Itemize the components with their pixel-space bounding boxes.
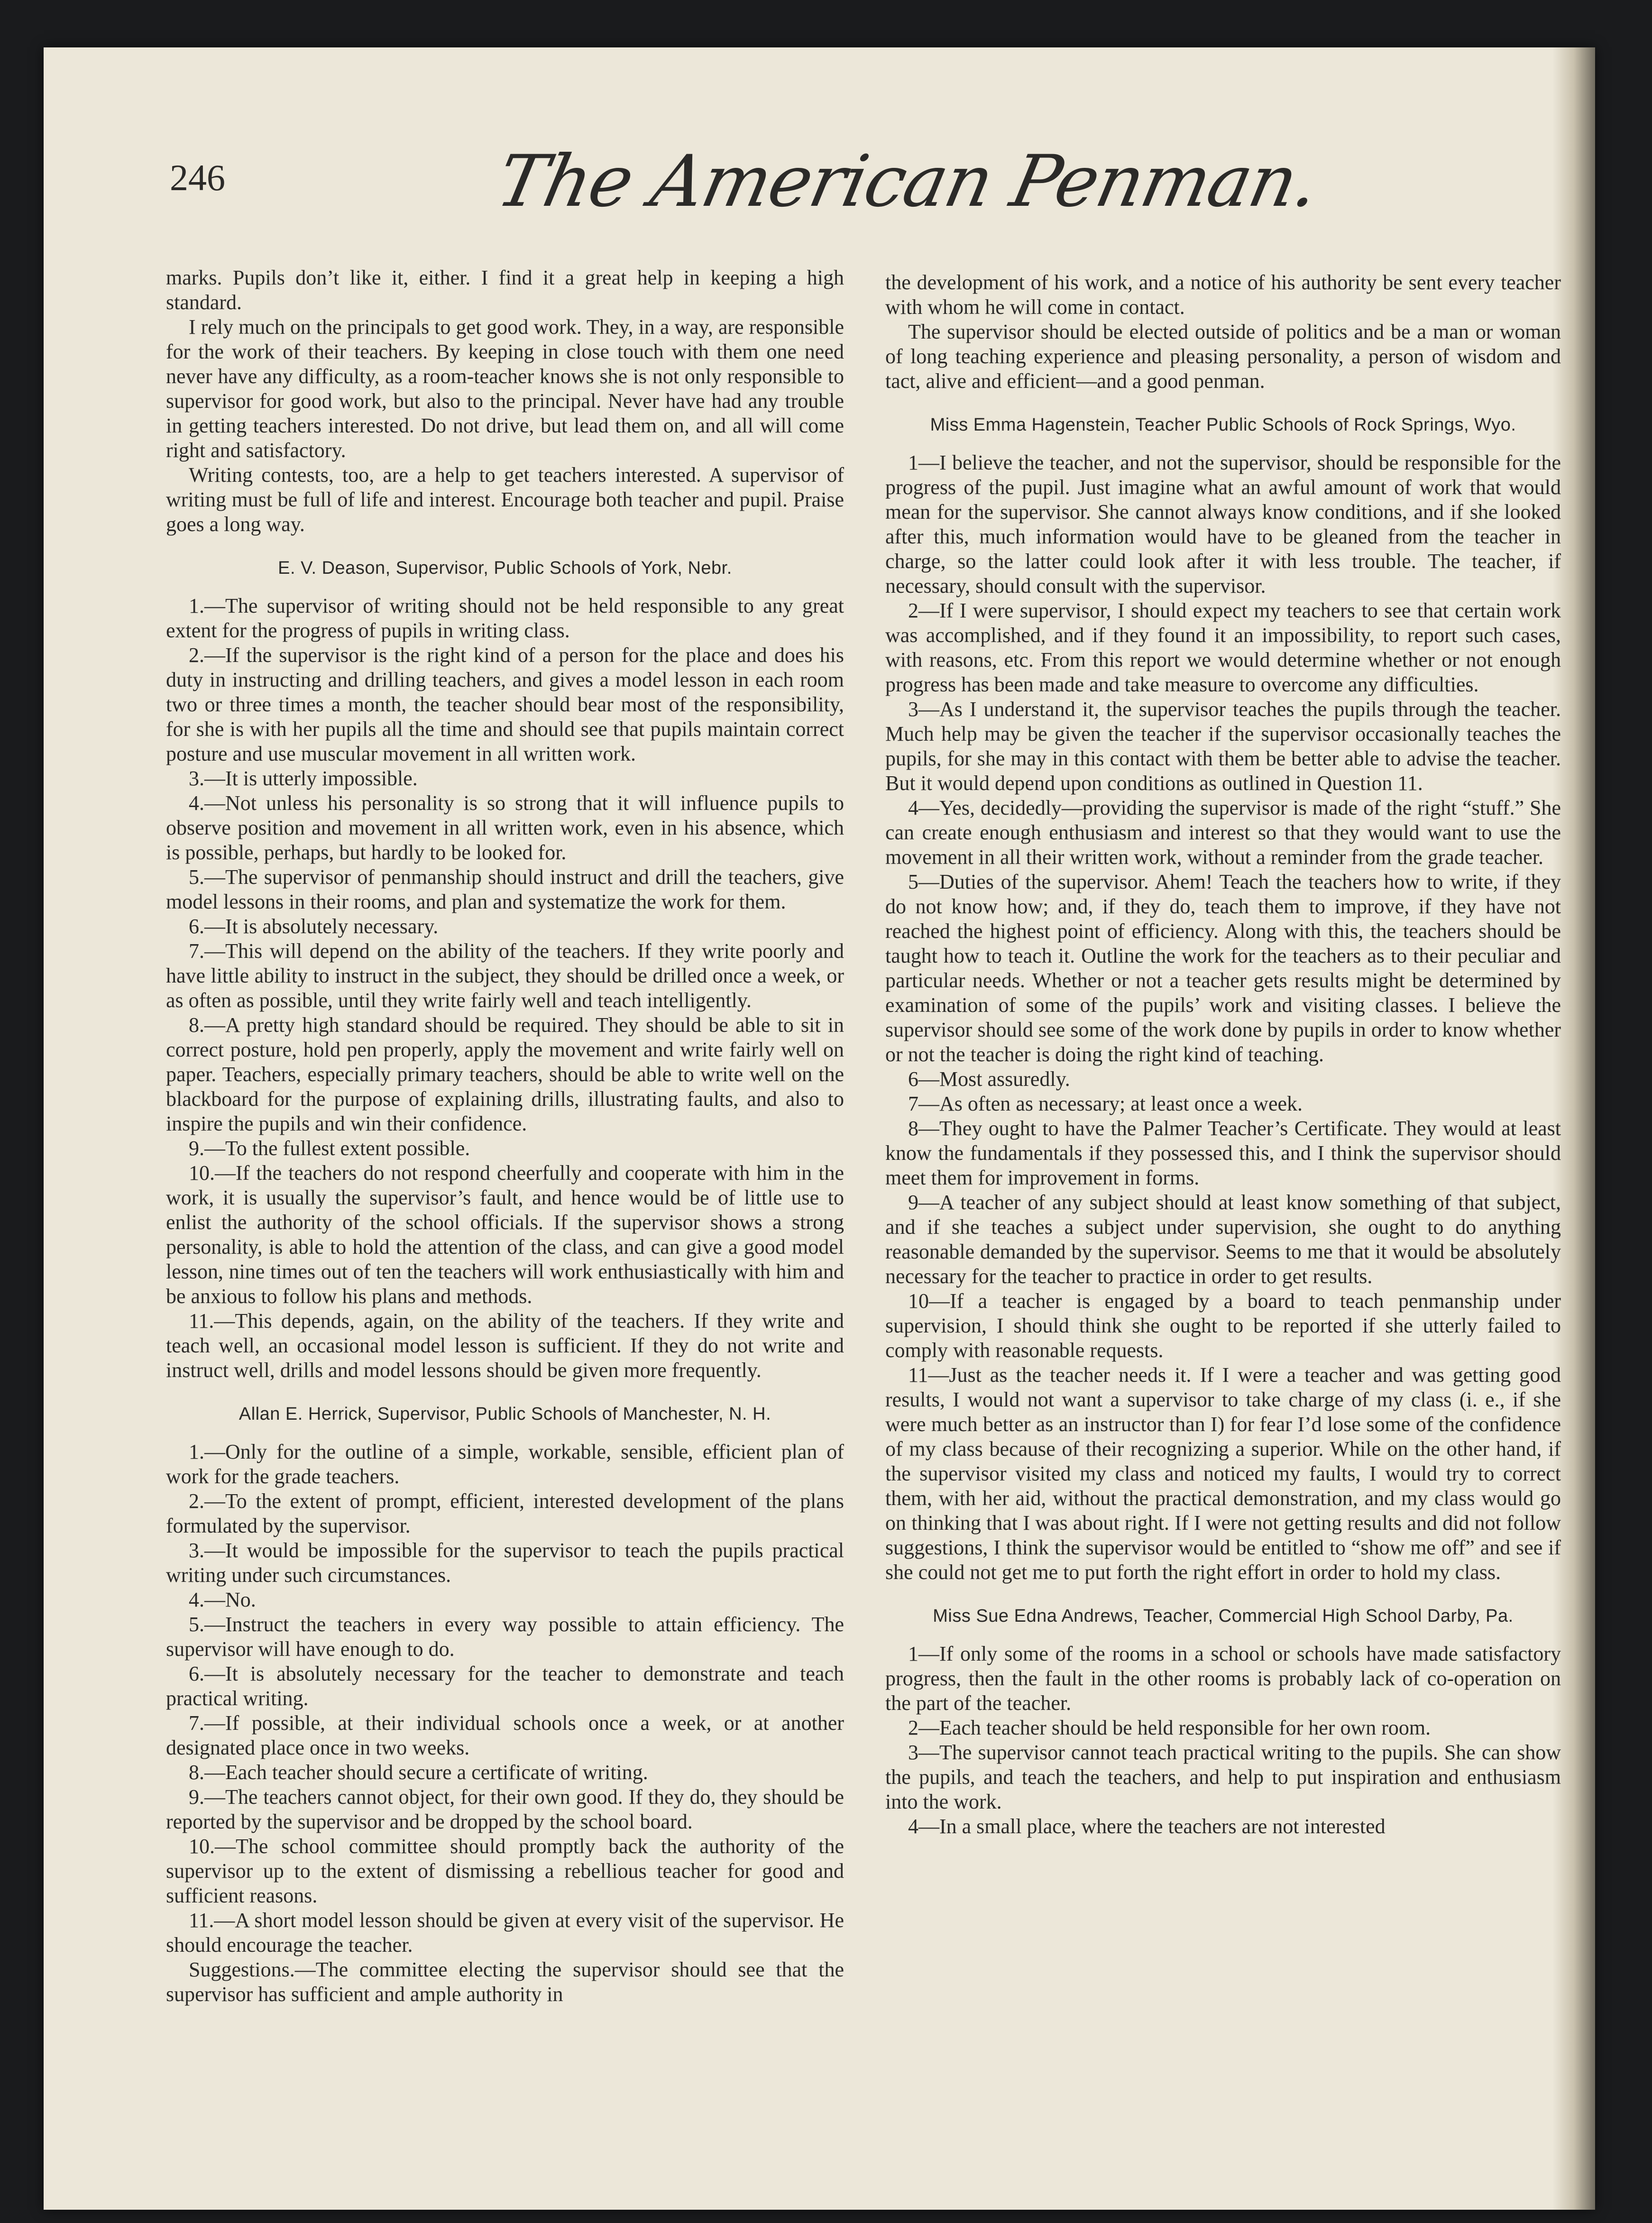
right-column [885, 270, 1561, 1839]
answer-item: 3—As I understand it, the supervisor teaches the pupils through the teacher. Much help may be given the teacher if the supervisor occasionally teaches the pupils, for she may in this contact with them be better able to advise the teacher. But it would depend upon conditions as outlined in Question 11. [885, 698, 1561, 795]
answer-item: 11—Just as the teacher needs it. If I were a teacher and was getting good results, I would not want a supervisor to take charge of my class (i. e., if she were much better as an instructor than I) for fear I’d lose some of the confidence of my class because of their recognizing a superior. While on the other hand, if the supervisor visited my class and noticed my faults, I would try to correct them, with her aid, without the practical demonstration, and my class would go on thinking that I was about right. If I were not getting results and did not follow suggestions, I think the supervisor would be entitled to “show me off” and see if she could not get me to put forth the right effort in order to hold my class. [885, 1363, 1561, 1584]
paragraph: The supervisor should be elected outside of politics and be a man or woman of long teaching experience and pleasing personality, a person of wisdom and tact, alive and efficient—and a good penman. [885, 320, 1561, 393]
page-number: 246 [170, 157, 225, 198]
answer-item: 7—As often as necessary; at least once a week. [908, 1092, 1303, 1115]
answer-item: 9.—The teachers cannot object, for their own good. If they do, they should be reported by the supervisor and be dropped by the school board. [166, 1785, 844, 1833]
answer-item: 11.—A short model lesson should be given at every visit of the supervisor. He should encourage the teacher. [166, 1909, 844, 1957]
answer-item: 7.—If possible, at their individual schools once a week, or at another designated place once in two weeks. [166, 1711, 844, 1759]
answer-item: 8.—A pretty high standard should be required. They should be able to sit in correct posture, hold pen properly, apply the movement and write fairly well on paper. Teachers, especially primary teachers, should be able to write well on the blackboard for the purpose of explaining drills, illustrating faults, and also to inspire the pupils and win their confidence. [166, 1013, 844, 1135]
answer-item: 11.—This depends, again, on the ability of the teachers. If they write and teach well, an occasional model lesson is sufficient. If they do not write and instruct well, drills and model lessons should be given more frequently. [166, 1309, 844, 1382]
answer-item: 10—If a teacher is engaged by a board to teach penmanship under supervision, I should think she ought to be reported if she utterly failed to comply with reasonable requests. [885, 1289, 1561, 1362]
section-heading-deason: E. V. Deason, Supervisor, Public Schools of York, Nebr. [278, 558, 732, 578]
answer-item: 1.—The supervisor of writing should not be held responsible to any great extent for the progress of pupils in writing class. [166, 594, 844, 642]
answer-item: 2—If I were supervisor, I should expect my teachers to see that certain work was accomplished, and if they found it an impossibility, to report such cases, with reasons, etc. From this report we would determine whether or not enough progress has been made and take measure to overcome any difficulties. [885, 599, 1561, 696]
answer-item: 3—The supervisor cannot teach practical writing to the pupils. She can show the pupils, and teach the teachers, and help to put inspiration and enthusiasm into the work. [885, 1741, 1561, 1813]
answer-item: 10.—The school committee should promptly back the authority of the supervisor up to the extent of dismissing a rebellious teacher for good and sufficient reasons. [166, 1835, 844, 1907]
answer-item: 1—I believe the teacher, and not the supervisor, should be responsible for the progress of the pupil. Just imagine what an awful amount of work that would mean for the supervisor. She cannot always know conditions, and if she looked after this, much information would have to be gleaned from the teacher in charge, so the latter could look after it with less trouble. The teacher, if necessary, should consult with the supervisor. [885, 451, 1561, 597]
answer-item: 3.—It would be impossible for the supervisor to teach the pupils practical writing under such circumstances. [166, 1539, 844, 1587]
answer-item: 6.—It is absolutely necessary for the teacher to demonstrate and teach practical writing. [166, 1662, 844, 1710]
answer-item: 1—If only some of the rooms in a school or schools have made satisfactory progress, then the fault in the other rooms is probably lack of co-operation on the part of the teacher. [885, 1642, 1561, 1715]
left-column [166, 266, 844, 2007]
paragraph: the development of his work, and a notice of his authority be sent every teacher with whom he will come in contact. [885, 271, 1561, 319]
answer-item: 10.—If the teachers do not respond cheerfully and cooperate with him in the work, it is usually the supervisor’s fault, and hence would be of little use to enlist the authority of the school officials. If the supervisor shows a strong personality, is able to hold the attention of the class, and can give a good model lesson, nine times out of ten the teachers will work enthusiastically with him and be anxious to follow his plans and methods. [166, 1161, 844, 1308]
answer-item: 9—A teacher of any subject should at least know something of that subject, and if she teaches a subject under supervision, she ought to do anything reasonable demanded by the supervisor. Seems to me that it would be absolutely necessary for the teacher to practice in order to get results. [885, 1191, 1561, 1288]
suggestions-paragraph: Suggestions.—The committee electing the supervisor should see that the supervisor has sufficient and ample authority in [166, 1958, 844, 2006]
paragraph: marks. Pupils don’t like it, either. I find it a great help in keeping a high standard. [166, 266, 844, 314]
answer-item: 5.—The supervisor of penmanship should instruct and drill the teachers, give model lessons in their rooms, and plan and systematize the work for them. [166, 865, 844, 913]
section-heading-hagenstein: Miss Emma Hagenstein, Teacher Public Schools of Rock Springs, Wyo. [930, 415, 1516, 435]
answer-item: 4.—Not unless his personality is so strong that it will influence pupils to observe position and movement in all written work, even in his absence, which is possible, perhaps, but hardly to be looked for. [166, 791, 844, 864]
section-heading-andrews: Miss Sue Edna Andrews, Teacher, Commercial High School Darby, Pa. [933, 1606, 1514, 1626]
answer-item: 3.—It is utterly impossible. [189, 767, 418, 790]
answer-item: 4.—No. [189, 1588, 256, 1611]
answer-item: 2.—To the extent of prompt, efficient, interested development of the plans formulated by the supervisor. [166, 1489, 844, 1537]
document-page [44, 47, 1595, 2210]
answer-item: 6—Most assuredly. [908, 1067, 1070, 1091]
answer-item: 4—In a small place, where the teachers are not interested [908, 1815, 1386, 1838]
answer-item: 8—They ought to have the Palmer Teacher’s Certificate. They would at least know the fundamentals if they possessed this, and I think the supervisor should meet them for improvement in forms. [885, 1117, 1561, 1189]
answer-item: 2—Each teacher should be held responsible for her own room. [908, 1716, 1431, 1739]
section-heading-herrick: Allan E. Herrick, Supervisor, Public Schools of Manchester, N. H. [239, 1404, 771, 1424]
answer-item: 5—Duties of the supervisor. Ahem! Teach the teachers how to write, if they do not know how; and, if they do, teach them to improve, if they have not reached the highest point of efficiency. Along with this, the teachers should be taught how to teach it. Outline the work for the teachers as to their peculiar and particular needs. Whether or not a teacher gets results might be determined by examination of some of the pupils’ work and visiting classes. I believe the supervisor should see some of the work done by pupils in order to know whether or not the teacher is doing the right kind of teaching. [885, 870, 1561, 1066]
answer-item: 8.—Each teacher should secure a certificate of writing. [189, 1761, 648, 1784]
paragraph: Writing contests, too, are a help to get teachers interested. A supervisor of writing must be full of life and interest. Encourage both teacher and pupil. Praise goes a long way. [166, 463, 844, 536]
answer-item: 2.—If the supervisor is the right kind of a person for the place and does his duty in instructing and drilling teachers, and gives a model lesson in each room two or three times a month, the teacher should bear most of the responsibility, for she is with her pupils all the time and should see that pupils maintain correct posture and use muscular movement in all written work. [166, 643, 844, 765]
answer-item: 7.—This will depend on the ability of the teachers. If they write poorly and have little ability to instruct in the subject, they should be drilled once a week, or as often as possible, until they write fairly well and teach intelligently. [166, 939, 844, 1012]
answer-item: 5.—Instruct the teachers in every way possible to attain efficiency. The supervisor will have enough to do. [166, 1613, 844, 1661]
answer-item: 1.—Only for the outline of a simple, workable, sensible, efficient plan of work for the grade teachers. [166, 1440, 844, 1488]
answer-item: 4—Yes, decidedly—providing the supervisor is made of the right “stuff.” She can create enough enthusiasm and interest so that they would want to use the movement in all their written work, without a reminder from the grade teacher. [885, 796, 1561, 869]
answer-item: 6.—It is absolutely necessary. [189, 915, 439, 938]
answer-item: 9.—To the fullest extent possible. [189, 1137, 470, 1160]
paragraph: I rely much on the principals to get good work. They, in a way, are responsible for the work of their teachers. By keeping in close touch with them one need never have any difficulty, as a room-teacher knows she is not only responsible to supervisor for good work, but also to the principal. Never have had any trouble in getting teachers interested. Do not drive, but lead them on, and all will come right and satisfactory. [166, 315, 844, 462]
masthead-title: The American Penman. [490, 140, 1326, 223]
